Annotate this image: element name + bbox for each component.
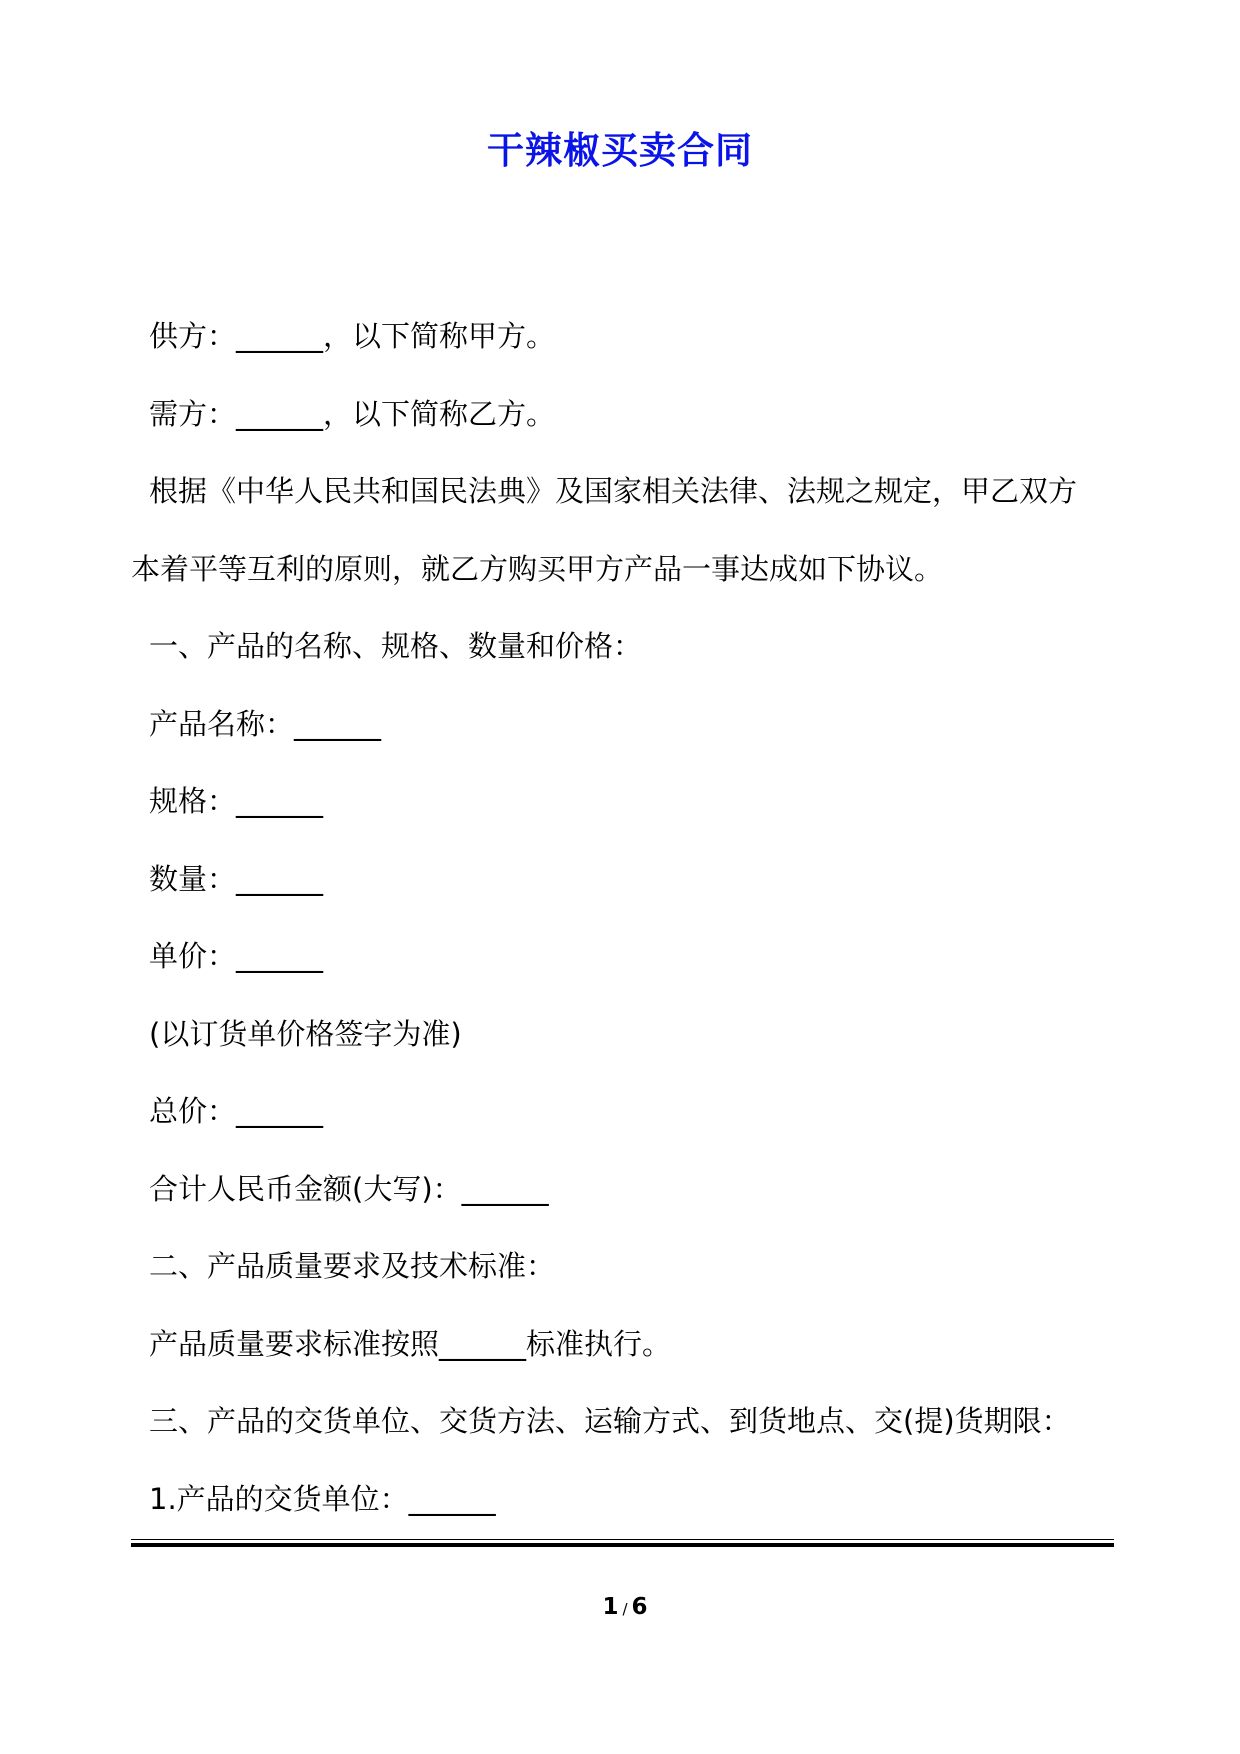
preamble-paragraph: [131, 453, 1121, 608]
section-3-heading: 三、产品的交货单位、交货方法、运输方式、到货地点、交(提)货期限：: [149, 1404, 1071, 1438]
page-total: 6: [631, 1594, 648, 1620]
total-amount-line: 合计人民币金额(大写)：______: [149, 1171, 549, 1206]
total-price-line: 总价：______: [149, 1094, 324, 1128]
product-name-line: 产品名称：______: [149, 706, 382, 741]
section-1-heading: 一、产品的名称、规格、数量和价格：: [149, 629, 643, 663]
quantity-line: 数量：______: [149, 861, 324, 896]
preamble-line-1: 根据《中华人民共和国民法典》及国家相关法律、法规之规定，甲乙双方: [149, 474, 1078, 508]
quality-standard-line: 产品质量要求标准按照______标准执行。: [149, 1326, 672, 1361]
section-2-heading: 二、产品质量要求及技术标准：: [149, 1249, 556, 1283]
footer-divider-thin: [131, 1539, 1114, 1540]
page-separator: /: [622, 1600, 628, 1618]
document-title: 干辣椒买卖合同: [487, 129, 753, 172]
footer-divider-thick: [131, 1543, 1114, 1547]
preamble-line-2: 本着平等互利的原则，就乙方购买甲方产品一事达成如下协议。: [131, 551, 944, 586]
contract-body: [131, 298, 1121, 1538]
page-number: [0, 1591, 1240, 1623]
delivery-unit-line: 1.产品的交货单位：______: [149, 1481, 496, 1516]
supplier-line: 供方：______，以下简称甲方。: [149, 319, 556, 353]
buyer-line: 需方：______，以下简称乙方。: [149, 396, 556, 431]
unit-price-line: 单价：______: [149, 939, 324, 973]
price-note-line: (以订货单价格签字为准): [149, 1016, 462, 1051]
page-current: 1: [602, 1594, 619, 1620]
specification-line: 规格：______: [149, 784, 324, 818]
